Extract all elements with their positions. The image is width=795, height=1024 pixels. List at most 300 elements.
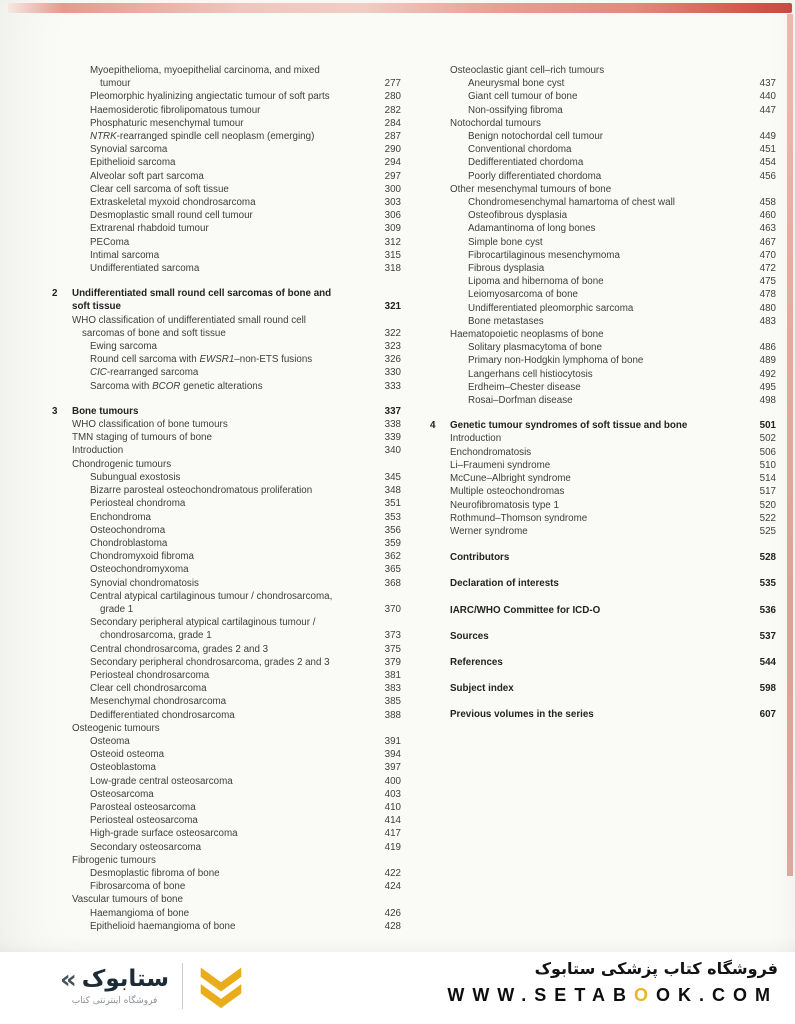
entry-title	[52, 90, 379, 103]
entry-line: Introduction	[72, 445, 124, 457]
entry-title	[52, 577, 379, 590]
entry-title	[52, 143, 379, 156]
page-number: 483	[759, 315, 776, 327]
entry-title	[52, 827, 379, 840]
page-number: 424	[384, 881, 401, 893]
page-number: 309	[384, 223, 401, 235]
toc-backmatter-entry	[430, 577, 776, 590]
entry-line: Fibrosarcoma of bone	[90, 881, 186, 893]
entry-line: Subungual exostosis	[90, 471, 181, 483]
toc-group-heading	[52, 854, 401, 867]
toc-entry	[52, 907, 401, 920]
page-number: 359	[384, 537, 401, 549]
entry-title	[430, 275, 754, 288]
entry-line: Intimal sarcoma	[90, 249, 160, 261]
toc-entry	[430, 341, 776, 354]
entry-title	[52, 497, 379, 510]
entry-line: Werner syndrome	[450, 525, 528, 537]
page-number: 323	[384, 341, 401, 353]
entry-title	[430, 104, 754, 117]
entry-title	[72, 287, 379, 313]
toc-entry	[430, 77, 776, 90]
entry-line: Alveolar soft part sarcoma	[90, 170, 204, 182]
entry-title	[430, 196, 754, 209]
toc-entry	[52, 537, 401, 550]
toc-entry	[430, 156, 776, 169]
toc-entry	[430, 104, 776, 117]
entry-line: Chondrogenic tumours	[72, 458, 172, 470]
entry-title	[430, 604, 754, 617]
entry-line: Dedifferentiated chordoma	[468, 157, 584, 169]
entry-line: Rosai–Dorfman disease	[468, 395, 573, 407]
page-number: 365	[384, 564, 401, 576]
page-number: 282	[384, 104, 401, 116]
entry-title	[430, 236, 754, 249]
entry-line: Parosteal osteosarcoma	[90, 801, 196, 813]
page-number: 486	[759, 342, 776, 354]
toc-entry	[52, 775, 401, 788]
page-number: 400	[384, 775, 401, 787]
toc-entry	[52, 695, 401, 708]
toc-entry	[52, 444, 401, 457]
toc-entry	[430, 499, 776, 512]
entry-line: References	[450, 656, 503, 668]
toc-backmatter-entry	[430, 656, 776, 669]
entry-title	[52, 431, 379, 444]
entry-title	[52, 867, 379, 880]
entry-title	[52, 616, 379, 642]
entry-line: Periosteal chondroma	[90, 498, 186, 510]
entry-line: Subject index	[450, 683, 514, 695]
page-number: 391	[384, 735, 401, 747]
toc-group-heading	[430, 64, 776, 77]
entry-line: Li–Fraumeni syndrome	[450, 459, 551, 471]
entry-line: soft tissue	[72, 301, 121, 313]
toc-entry	[430, 368, 776, 381]
entry-line: PEComa	[90, 236, 130, 248]
page-number: 495	[759, 381, 776, 393]
page-number: 373	[384, 630, 401, 642]
entry-title	[52, 524, 379, 537]
entry-title	[52, 563, 379, 576]
page-number: 410	[384, 801, 401, 813]
toc-entry	[430, 236, 776, 249]
entry-line: Notochordal tumours	[450, 117, 541, 129]
toc-entry	[52, 880, 401, 893]
entry-line: Synovial chondromatosis	[90, 577, 199, 589]
entry-line: Fibrocartilaginous mesenchymoma	[468, 249, 620, 261]
entry-line: McCune–Albright syndrome	[450, 473, 571, 485]
page-number: 506	[759, 446, 776, 458]
page-number: 417	[384, 828, 401, 840]
toc-backmatter-entry	[430, 708, 776, 721]
entry-title	[52, 262, 379, 275]
page-number: 290	[384, 144, 401, 156]
page-number: 460	[759, 210, 776, 222]
entry-line: Osteoid osteoma	[90, 749, 165, 761]
entry-title	[450, 419, 754, 432]
entry-title	[52, 643, 379, 656]
toc-entry	[430, 222, 776, 235]
page-number: 458	[759, 197, 776, 209]
entry-line: Secondary peripheral chondrosarcoma, grades 2 and 3	[90, 656, 330, 668]
entry-title	[430, 459, 754, 472]
toc-entry	[52, 471, 401, 484]
entry-title	[72, 405, 379, 418]
entry-title	[430, 656, 754, 669]
entry-line: Clear cell sarcoma of soft tissue	[90, 183, 229, 195]
page-number: 454	[759, 157, 776, 169]
entry-line: Leiomyosarcoma of bone	[468, 289, 579, 301]
toc-entry	[430, 485, 776, 498]
page-number: 451	[759, 144, 776, 156]
entry-line: Round cell sarcoma with EWSR1–non-ETS fusions	[90, 354, 313, 366]
entry-title	[430, 394, 754, 407]
page-number: 419	[384, 841, 401, 853]
toc-entry	[52, 90, 401, 103]
entry-title	[52, 841, 379, 854]
page-number: 536	[759, 604, 776, 616]
toc-entry	[52, 841, 401, 854]
toc-entry	[52, 170, 401, 183]
entry-title	[430, 64, 776, 77]
entry-line: Osteochondroma	[90, 524, 166, 536]
entry-title	[52, 550, 379, 563]
page-number: 520	[759, 499, 776, 511]
toc-entry	[52, 643, 401, 656]
book-top-edge-strip	[8, 3, 792, 13]
page-number: 379	[384, 656, 401, 668]
entry-title	[430, 209, 754, 222]
entry-line: Osteoblastoma	[90, 762, 156, 774]
entry-title	[430, 315, 754, 328]
page-number: 287	[384, 131, 401, 143]
entry-line: Undifferentiated sarcoma	[90, 263, 200, 275]
entry-line: Neurofibromatosis type 1	[450, 499, 559, 511]
toc-entry	[430, 459, 776, 472]
page-number: 351	[384, 498, 401, 510]
entry-title	[52, 537, 379, 550]
entry-title	[430, 525, 754, 538]
page-number: 501	[759, 420, 776, 432]
entry-title	[430, 302, 754, 315]
url-accent-letter: O	[633, 985, 656, 1005]
page-number: 337	[384, 405, 401, 417]
page-number: 598	[759, 683, 776, 695]
toc-entry	[52, 484, 401, 497]
toc-entry	[52, 156, 401, 169]
entry-line: Chondroblastoma	[90, 537, 168, 549]
toc-entry	[52, 130, 401, 143]
entry-title	[52, 484, 379, 497]
page-number: 356	[384, 524, 401, 536]
page-number: 321	[384, 301, 401, 313]
toc-entry	[52, 262, 401, 275]
entry-line: Chondromyxoid fibroma	[90, 551, 195, 563]
entry-title	[52, 170, 379, 183]
toc-entry	[430, 525, 776, 538]
toc-entry	[52, 196, 401, 209]
entry-title	[430, 170, 754, 183]
entry-line: Extrarenal rhabdoid tumour	[90, 223, 209, 235]
url-part: OK.COM	[656, 985, 778, 1005]
page-number: 330	[384, 367, 401, 379]
entry-line: Desmoplastic fibroma of bone	[90, 867, 220, 879]
entry-line: Adamantinoma of long bones	[468, 223, 596, 235]
page-number: 338	[384, 419, 401, 431]
page-number: 498	[759, 395, 776, 407]
footer-banner	[0, 952, 795, 1024]
page-number: 472	[759, 263, 776, 275]
entry-line: Periosteal osteosarcoma	[90, 815, 198, 827]
page-number: 333	[384, 380, 401, 392]
page-number: 544	[759, 656, 776, 668]
entry-line: IARC/WHO Committee for ICD-O	[450, 604, 601, 616]
toc-group-heading	[52, 458, 401, 471]
entry-title	[52, 722, 401, 735]
entry-title	[52, 907, 379, 920]
toc-entry	[430, 143, 776, 156]
toc-entry	[52, 340, 401, 353]
entry-title	[52, 353, 379, 366]
entry-title	[430, 288, 754, 301]
entry-title	[430, 551, 754, 564]
setabook-mark-icon	[196, 962, 246, 1010]
toc-entry	[52, 669, 401, 682]
entry-title	[430, 708, 754, 721]
entry-title	[430, 222, 754, 235]
page-number: 510	[759, 459, 776, 471]
entry-line: Mesenchymal chondrosarcoma	[90, 696, 227, 708]
toc-entry	[430, 302, 776, 315]
toc-entry	[52, 761, 401, 774]
toc-entry	[52, 867, 401, 880]
page-number: 426	[384, 907, 401, 919]
entry-line: Osteogenic tumours	[72, 722, 160, 734]
toc-entry	[52, 249, 401, 262]
footer-divider	[182, 963, 183, 1009]
entry-line: Genetic tumour syndromes of soft tissue and bone	[450, 420, 688, 432]
entry-line: grade 1	[100, 603, 134, 615]
toc-entry	[52, 183, 401, 196]
entry-line: Declaration of interests	[450, 578, 559, 590]
setabook-url	[447, 985, 778, 1006]
entry-line: Conventional chordoma	[468, 144, 572, 156]
toc-entry	[430, 90, 776, 103]
page-number: 514	[759, 473, 776, 485]
entry-title	[52, 788, 379, 801]
entry-line: Phosphaturic mesenchymal tumour	[90, 117, 244, 129]
entry-title	[52, 209, 379, 222]
page-number: 470	[759, 249, 776, 261]
entry-title	[52, 814, 379, 827]
entry-title	[52, 64, 379, 90]
toc-left-column	[52, 64, 401, 933]
entry-line: Introduction	[450, 433, 502, 445]
page-number: 353	[384, 511, 401, 523]
page-number: 456	[759, 170, 776, 182]
toc-backmatter-entry	[430, 630, 776, 643]
page-number: 397	[384, 762, 401, 774]
entry-line: Chondromesenchymal hamartoma of chest wall	[468, 197, 675, 209]
page-number: 422	[384, 867, 401, 879]
entry-title	[430, 512, 754, 525]
toc-entry	[52, 236, 401, 249]
entry-line: chondrosarcoma, grade 1	[100, 630, 212, 642]
entry-title	[430, 156, 754, 169]
page-number: 297	[384, 170, 401, 182]
setabook-logo	[60, 962, 246, 1010]
toc-chapter	[430, 419, 776, 432]
entry-line: Synovial sarcoma	[90, 144, 168, 156]
page-number: 318	[384, 263, 401, 275]
entry-line: Secondary peripheral atypical cartilaginous tumour /	[90, 617, 316, 629]
entry-line: Periosteal chondrosarcoma	[90, 669, 210, 681]
entry-line: Enchondroma	[90, 511, 151, 523]
toc-entry	[430, 432, 776, 445]
toc-entry	[52, 788, 401, 801]
entry-title	[430, 472, 754, 485]
page-number: 375	[384, 643, 401, 655]
page-number: 303	[384, 197, 401, 209]
entry-title	[52, 880, 379, 893]
toc-entry	[52, 64, 401, 90]
page-number: 437	[759, 78, 776, 90]
entry-title	[430, 630, 754, 643]
page-number: 370	[384, 603, 401, 615]
toc-entry	[430, 196, 776, 209]
page-number: 480	[759, 302, 776, 314]
entry-line: Desmoplastic small round cell tumour	[90, 210, 253, 222]
toc-group-heading	[52, 722, 401, 735]
entry-line: Central chondrosarcoma, grades 2 and 3	[90, 643, 269, 655]
page-number: 607	[759, 709, 776, 721]
entry-title	[430, 381, 754, 394]
entry-title	[430, 354, 754, 367]
entry-title	[430, 577, 754, 590]
toc-group-heading	[430, 183, 776, 196]
toc-right-column	[430, 64, 776, 722]
logo-chevron-icon: «	[60, 964, 77, 995]
entry-title	[430, 249, 754, 262]
entry-line: Multiple osteochondromas	[450, 486, 565, 498]
toc-entry	[52, 104, 401, 117]
entry-line: Haemangioma of bone	[90, 907, 190, 919]
toc-entry	[430, 315, 776, 328]
page-number: 525	[759, 525, 776, 537]
toc-entry	[52, 709, 401, 722]
entry-title	[430, 77, 754, 90]
entry-line: Myoepithelioma, myoepithelial carcinoma, and mixed	[90, 65, 320, 76]
entry-line: Osteosarcoma	[90, 788, 154, 800]
chapter-number: 2	[52, 288, 58, 300]
entry-title	[430, 90, 754, 103]
entry-line: Poorly differentiated chordoma	[468, 170, 602, 182]
page-number: 449	[759, 131, 776, 143]
entry-title	[52, 669, 379, 682]
page-number: 403	[384, 788, 401, 800]
page-number: 492	[759, 368, 776, 380]
entry-line: Low-grade central osteosarcoma	[90, 775, 233, 787]
entry-title	[430, 368, 754, 381]
entry-title	[52, 682, 379, 695]
page-number: 414	[384, 815, 401, 827]
chapter-number: 4	[430, 420, 436, 432]
entry-line: Erdheim–Chester disease	[468, 381, 581, 393]
page-number: 340	[384, 445, 401, 457]
entry-line: sarcomas of bone and soft tissue	[82, 327, 226, 339]
entry-line: Haemosiderotic fibrolipomatous tumour	[90, 104, 261, 116]
entry-title	[52, 695, 379, 708]
entry-line: Undifferentiated pleomorphic sarcoma	[468, 302, 634, 314]
entry-line: Sources	[450, 630, 489, 642]
toc-entry	[430, 446, 776, 459]
entry-line: NTRK-rearranged spindle cell neoplasm (emerging)	[90, 131, 315, 143]
page-number: 348	[384, 485, 401, 497]
toc-backmatter-entry	[430, 551, 776, 564]
entry-line: Epithelioid haemangioma of bone	[90, 920, 236, 932]
page-number: 381	[384, 669, 401, 681]
toc-entry	[52, 222, 401, 235]
page-number: 428	[384, 920, 401, 932]
entry-line: Simple bone cyst	[468, 236, 543, 248]
entry-title	[430, 432, 754, 445]
entry-title	[430, 682, 754, 695]
entry-title	[52, 236, 379, 249]
toc-entry	[52, 353, 401, 366]
toc-entry	[52, 209, 401, 222]
entry-line: Osteochondromyxoma	[90, 564, 189, 576]
page-number: 280	[384, 91, 401, 103]
toc-entry	[430, 512, 776, 525]
entry-title	[52, 735, 379, 748]
entry-title	[52, 156, 379, 169]
toc-entry	[52, 143, 401, 156]
entry-line: Bizarre parosteal osteochondromatous proliferation	[90, 485, 313, 497]
entry-title	[52, 249, 379, 262]
toc-entry	[430, 275, 776, 288]
logo-subtitle: فروشگاه اینترنتی کتاب	[71, 995, 158, 1006]
toc-chapter	[52, 287, 401, 313]
entry-line: Undifferentiated small round cell sarcomas of bone and	[72, 288, 332, 300]
toc-entry	[52, 366, 401, 379]
entry-line: Pleomorphic hyalinizing angiectatic tumour of soft parts	[90, 91, 330, 103]
toc-entry	[52, 748, 401, 761]
entry-title	[52, 130, 379, 143]
entry-title	[52, 471, 379, 484]
setabook-logotype	[60, 964, 170, 1006]
entry-title	[52, 893, 401, 906]
toc-entry	[52, 314, 401, 340]
page-number: 440	[759, 91, 776, 103]
entry-title	[52, 920, 379, 933]
entry-line: Sarcoma with BCOR genetic alterations	[90, 380, 263, 392]
page-number: 277	[384, 78, 401, 90]
toc-entry	[52, 801, 401, 814]
entry-title	[52, 444, 379, 457]
entry-line: Non-ossifying fibroma	[468, 104, 563, 116]
toc-entry	[52, 418, 401, 431]
page-number: 489	[759, 355, 776, 367]
chapter-number: 3	[52, 405, 58, 417]
toc-entry	[52, 814, 401, 827]
entry-title	[52, 511, 379, 524]
page-number: 306	[384, 210, 401, 222]
page-number: 475	[759, 276, 776, 288]
entry-line: TMN staging of tumours of bone	[72, 432, 212, 444]
entry-title	[52, 314, 379, 340]
page-number: 326	[384, 354, 401, 366]
